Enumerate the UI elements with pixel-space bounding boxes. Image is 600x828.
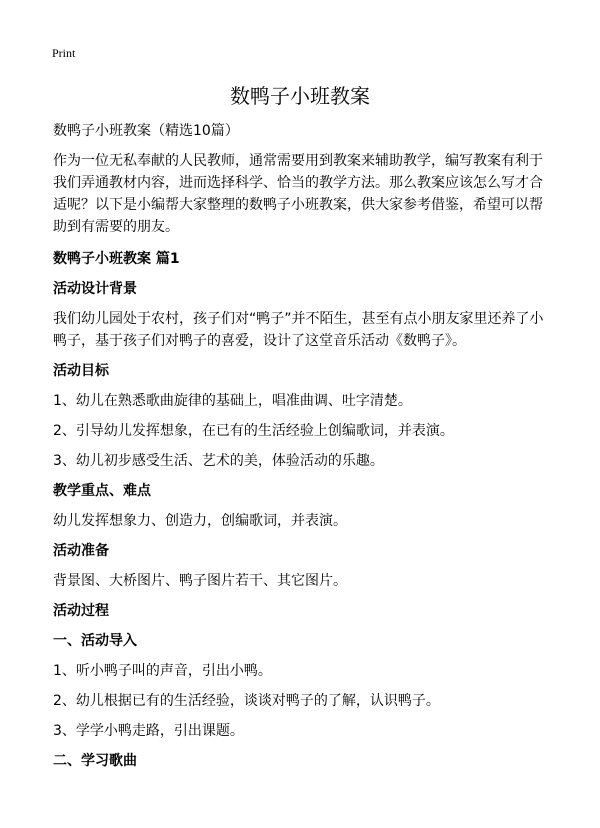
background-text: 我们幼儿园处于农村，孩子们对“鸭子”并不陌生，甚至有点小朋友家里还养了小鸭子，基于孩子们对鸭子的喜爱，设计了这堂音乐活动《数鸭子》。: [53, 311, 544, 349]
focus-heading: 教学重点、难点: [53, 483, 151, 499]
goal-item: 1、幼儿在熟悉歌曲旋律的基础上，唱准曲调、吐字清楚。: [53, 393, 412, 409]
prep-text: 背景图、大桥图片、鸭子图片若干、其它图片。: [53, 573, 347, 589]
page-title: 数鸭子小班教案: [230, 84, 370, 108]
part1-item: 2、幼儿根据已有的生活经验，谈谈对鸭子的了解，认识鸭子。: [53, 693, 440, 709]
chapter-heading: 数鸭子小班教案 篇1: [53, 251, 180, 267]
goals-heading: 活动目标: [53, 363, 109, 379]
goal-item: 2、引导幼儿发挥想象，在已有的生活经验上创编歌词，并表演。: [53, 423, 454, 439]
part2-heading: 二、学习歌曲: [53, 753, 137, 769]
prep-heading: 活动准备: [53, 543, 109, 559]
process-heading: 活动过程: [53, 603, 109, 619]
document-body: [53, 120, 553, 780]
intro-paragraph: 作为一位无私奉献的人民教师，通常需要用到教案来辅助教学，编写教案有利于我们弄通教材内容，进而选择科学、恰当的教学方法。那么教案应该怎么写才合适呢？以下是小编帮大家整理的数鸭子小班教案，供大家参考借鉴，希望可以帮助到有需要的朋友。: [53, 153, 543, 235]
document-subtitle: 数鸭子小班教案（精选10篇）: [53, 123, 239, 139]
background-heading: 活动设计背景: [53, 281, 137, 297]
part1-heading: 一、活动导入: [53, 633, 137, 649]
goal-item: 3、幼儿初步感受生活、艺术的美，体验活动的乐趣。: [53, 453, 384, 469]
part1-item: 3、学学小鸭走路，引出课题。: [53, 723, 244, 739]
print-link[interactable]: Print: [52, 46, 76, 60]
part1-item: 1、听小鸭子叫的声音，引出小鸭。: [53, 663, 272, 679]
focus-text: 幼儿发挥想象力、创造力，创编歌词，并表演。: [53, 513, 347, 529]
